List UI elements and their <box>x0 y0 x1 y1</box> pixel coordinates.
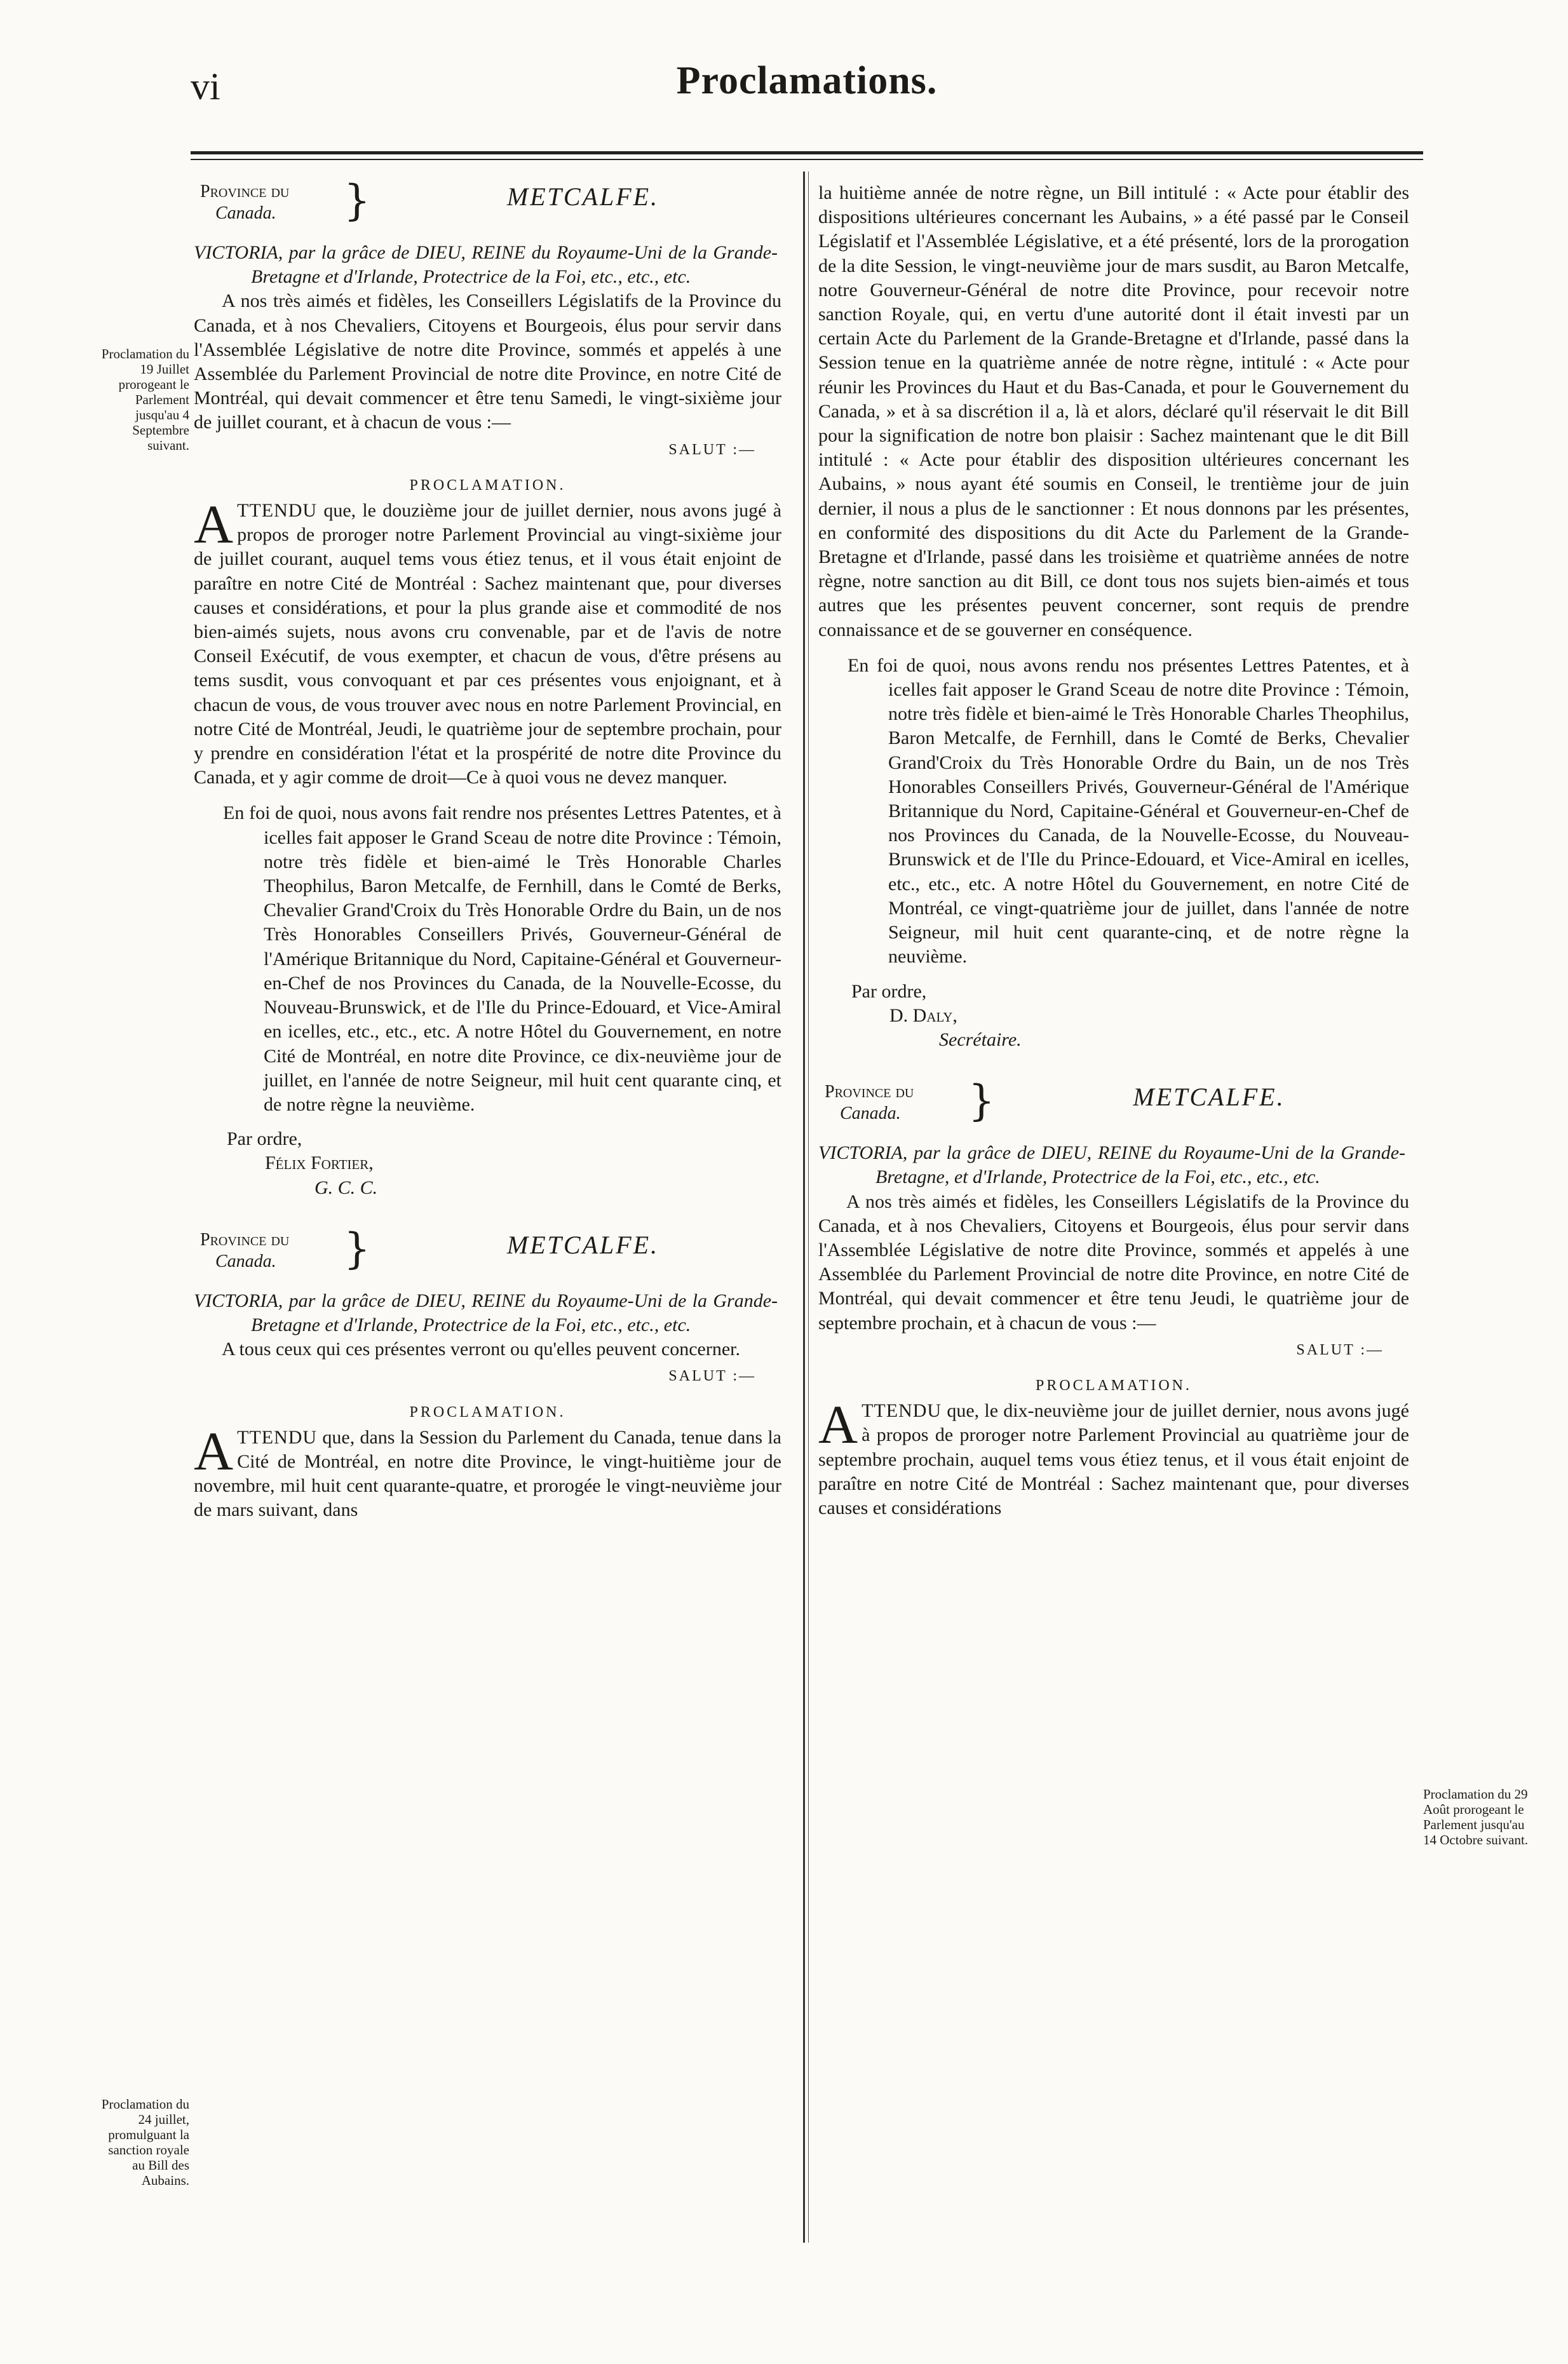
proc3-heading <box>818 1076 1409 1138</box>
section-spacer <box>194 1200 781 1229</box>
proc2-body-first: TTENDU <box>237 1426 318 1448</box>
proc1-proclamation-label: PROCLAMATION. <box>409 476 566 494</box>
proc1-address: A nos très aimés et fidèles, les Conseillers Législatifs de la Province du Canada, et à nos Chevaliers, Citoyens et Bourgeois, élus pour servir dans l'Assemblée Législative de notre dite Province, sommés et appelés à une Assemblée du Parlement Provincial de notre dite Province, en notre Cité de Montréal, qui devait commencer et être tenu Samedi, le vingt-sixième jour de juillet courant, et à chacun de vous :— <box>194 290 781 433</box>
proc1-order: Par ordre, <box>227 1128 302 1150</box>
proc3-proclamation-label: PROCLAMATION. <box>1035 1377 1192 1394</box>
proc2-body-right: la huitième année de notre règne, un Bill intitulé : « Acte pour établir des dispositions ultérieures concernant les Aubains, » a été passé par le Conseil Législatif et l'Assemblée Législative, et a été présenté, lors de la prorogation de la dite Session, le vingt-neuvième jour de mars susdit, au Baron Metcalfe, notre Gouverneur-Général de notre dite Province, pour recevoir notre sanction Royale, qui, en vertu d'une autorité dont il était investi par un certain Acte du Parlement de la Grande-Bretagne et d'Irlande, passé dans la Session tenue en la quatrième année de notre règne, intitulé : « Acte pour réunir les Provinces du Haut et du Bas-Canada, et pour le Gouvernement du Canada, » et à sa discrétion il a, là et alors, déclaré qu'il réservait le dit Bill pour la signification de notre bon plaisir : Sachez maintenant que le dit Bill intitulé : « Acte pour établir des disposition ultérieures concernant les Aubains, » nous ayant été soumis en Conseil, le trentième jour de juin dernier, il nous a plus de le sanctionner : Et nous donnons par les présentes, en conformité des dispositions du dit Acte du Parlement de la Grande-Bretagne et d'Irlande, passé dans les troisième et quatrième années de notre règne, notre sanction au dit Bill, ce dont tous nos sujets bien-aimés et tous autres que les présentes peuvent concerner, sont requis de prendre connaissance et de se gouverner en conséquence. <box>818 182 1409 640</box>
proc3-body-first: TTENDU <box>862 1400 942 1422</box>
proc1-governor: METCALFE. <box>506 182 659 211</box>
proc3-address: A nos très aimés et fidèles, les Conseillers Législatifs de la Province du Canada, et à nos Chevaliers, Citoyens et Bourgeois, élus pour servir dans l'Assemblée Législative de notre dite Province, sommés et appelés à une Assemblée du Parlement Provincial de notre dite Province, en notre Cité de Montréal, qui devait commencer et être tenu Jeudi, le quatrième jour de septembre prochain, et à chacun de vous :— <box>818 1191 1409 1334</box>
proc1-province-label: Province du Canada. <box>200 182 290 223</box>
proc3-victoria: VICTORIA, par la grâce de DIEU, REINE du Royaume-Uni de la Grande-Bretagne, et d'Irlande, Protectrice de la Foi, etc., etc., etc. <box>818 1142 1405 1188</box>
proc2-dropcap: A <box>194 1420 234 1482</box>
proc1-heading <box>194 176 781 238</box>
right-column <box>818 181 1409 1520</box>
proc1-salut: SALUT :— <box>668 441 756 458</box>
header-rule-thin <box>191 159 1423 160</box>
proc1-signatory: Félix Fortier, <box>265 1152 374 1174</box>
section-spacer <box>818 1052 1409 1081</box>
proc2-province-label: Province du Canada. <box>200 1229 290 1271</box>
proc1-body-text: que, le douzième jour de juillet dernier, nous avons jugé à propos de proroger notre Parlement Provincial au vingt-sixième jour de juillet courant, auquel tems vous étiez tenus, et il vous était enjoint de paraître en notre Cité de Montréal : Sachez maintenant que, pour diverses causes et considérations, et pour la plus grande aise et commodité de nos bien-aimés sujets, nous avons cru convenable, par et de l'avis de notre Conseil Exécutif, de vous exempter, et chacun de vous, d'être présens au tems susdit, vous convoquant et par ces présentes vous enjoignant, et à chacun de vous, de vous trouver avec nous en notre Parlement Provincial, en notre Cité de Montréal, Jeudi, le quatrième jour de septembre prochain, pour y prendre en considération l'état et la prospérité de notre dite Province du Canada, et y agir comme de droit—Ce à quoi vous ne devez manquer. <box>194 500 782 788</box>
column-divider-secondary <box>808 172 809 2243</box>
proc2-signatory: D. Daly, <box>889 1004 957 1026</box>
proclamation-2 <box>194 1224 781 1523</box>
proc1-victoria: VICTORIA, par la grâce de DIEU, REINE du Royaume-Uni de la Grande-Bretagne et d'Irlande, Protectrice de la Foi, etc., etc., etc. <box>194 242 778 288</box>
margin-note-proc3: Proclamation du 29 Août prorogeant le Parlement jusqu'au 14 Octobre suivant. <box>1423 1787 1529 1847</box>
proc3-province-label: Province du Canada. <box>825 1082 914 1124</box>
proc2-body-left <box>194 1420 781 1523</box>
proc2-body-left-text: que, dans la Session du Parlement du Canada, tenue dans la Cité de Montréal, en notre dite Province, le vingt-huitième jour de novembre, mil huit cent quarante-quatre, et prorogée le vingt-neuvième jour de mars suivant, dans <box>194 1426 781 1521</box>
proc1-signatory-title: G. C. C. <box>314 1177 378 1198</box>
brace-icon: } <box>344 1224 370 1273</box>
proc1-witness: En foi de quoi, nous avons fait rendre nos présentes Lettres Patentes, et à icelles fait apposer le Grand Sceau de notre dite Province : Témoin, notre très fidèle et bien-aimé le Très Honorable Charles Theophilus, Baron Metcalfe, de Fernhill, dans le Comté de Berks, Chevalier Grand'Croix du Très Honorable Ordre du Bain, un de nos Très Honorables Conseillers Privés, Gouverneur-Général de l'Amérique Britannique du Nord, Capitaine-Général et Gouverneur-en-Chef de nos Provinces du Canada, de la Nouvelle-Ecosse, du Nouveau-Brunswick, et de l'Ile du Prince-Edouard, et Vice-Amiral en icelles, etc., etc., etc. A notre Hôtel du Gouvernement, en notre Cité de Montréal, en notre dite Province, ce dix-neuvième jour de juillet, en l'année de notre Seigneur, mil huit cent quarante cinq, et de notre règne la neuvième. <box>223 802 781 1115</box>
proc3-governor: METCALFE. <box>1133 1083 1285 1112</box>
page-number: vi <box>191 65 220 107</box>
page-title: Proclamations. <box>676 59 938 102</box>
proc2-victoria: VICTORIA, par la grâce de DIEU, REINE du Royaume-Uni de la Grande-Bretagne et d'Irlande, Protectrice de la Foi, etc., etc., etc. <box>194 1290 778 1335</box>
proc2-address: A tous ceux qui ces présentes verront ou qu'elles peuvent concerner. <box>222 1339 740 1360</box>
proclamation-1 <box>194 176 782 1200</box>
proc3-salut: SALUT :— <box>1296 1341 1384 1358</box>
column-divider <box>803 172 805 2243</box>
proc2-salut: SALUT :— <box>668 1368 756 1385</box>
header-rule-thick <box>191 151 1423 154</box>
proclamation-3 <box>818 1076 1409 1520</box>
margin-note-proc1: Proclamation du 19 Juillet prorogeant le Parlement jusqu'au 4 Septembre suivant. <box>101 346 189 453</box>
proc1-body-first: TTENDU <box>237 500 318 522</box>
left-column <box>194 176 782 1523</box>
proc2-governor: METCALFE. <box>506 1230 659 1259</box>
page-header <box>191 58 1423 119</box>
proc3-body <box>818 1394 1409 1520</box>
proc2-signatory-title: Secrétaire. <box>939 1029 1022 1050</box>
proc3-body-text: que, le dix-neuvième jour de juillet dernier, nous avons jugé à propos de proroger notre Parlement Provincial au quatrième jour de septembre prochain, auquel tems vous étiez tenus, et il vous était enjoint de paraître en notre Cité de Montréal : Sachez maintenant que, pour diverses causes et considérations <box>818 1400 1409 1518</box>
proc3-dropcap: A <box>818 1394 858 1456</box>
margin-note-proc2: Proclamation du 24 juillet, promulguant la sanction royale au Bill des Aubains. <box>101 2097 189 2188</box>
brace-icon: } <box>344 176 370 225</box>
proc2-proclamation-label: PROCLAMATION. <box>409 1403 566 1421</box>
proc2-witness: En foi de quoi, nous avons rendu nos présentes Lettres Patentes, et à icelles fait apposer le Grand Sceau de notre dite Province : Témoin, notre très fidèle et bien-aimé le Très Honorable Charles Theophilus, Baron Metcalfe, de Fernhill, dans le Comté de Berks, Chevalier Grand'Croix du Très Honorable Ordre du Bain, un de nos Très Honorables Conseillers Privés, Gouverneur-Général de l'Amérique Britannique du Nord, Capitaine-Général et Gouverneur-en-Chef de nos Provinces du Canada, de la Nouvelle-Ecosse, du Nouveau-Brunswick et de l'Ile du Prince-Edouard, et Vice-Amiral en icelles, etc., etc., etc. A notre Hôtel du Gouvernement, en notre Cité de Montréal, ce vingt-quatrième jour de juillet, dans l'année de notre Seigneur, mil huit cent quarante-cinq, et de notre règne la neuvième. <box>848 654 1409 968</box>
proc1-dropcap: A <box>194 494 234 555</box>
proc2-heading <box>194 1224 781 1287</box>
proc2-order: Par ordre, <box>851 980 927 1002</box>
proc1-body <box>194 494 782 790</box>
proclamation-2-continued <box>818 181 1409 1052</box>
brace-icon: } <box>968 1076 995 1126</box>
